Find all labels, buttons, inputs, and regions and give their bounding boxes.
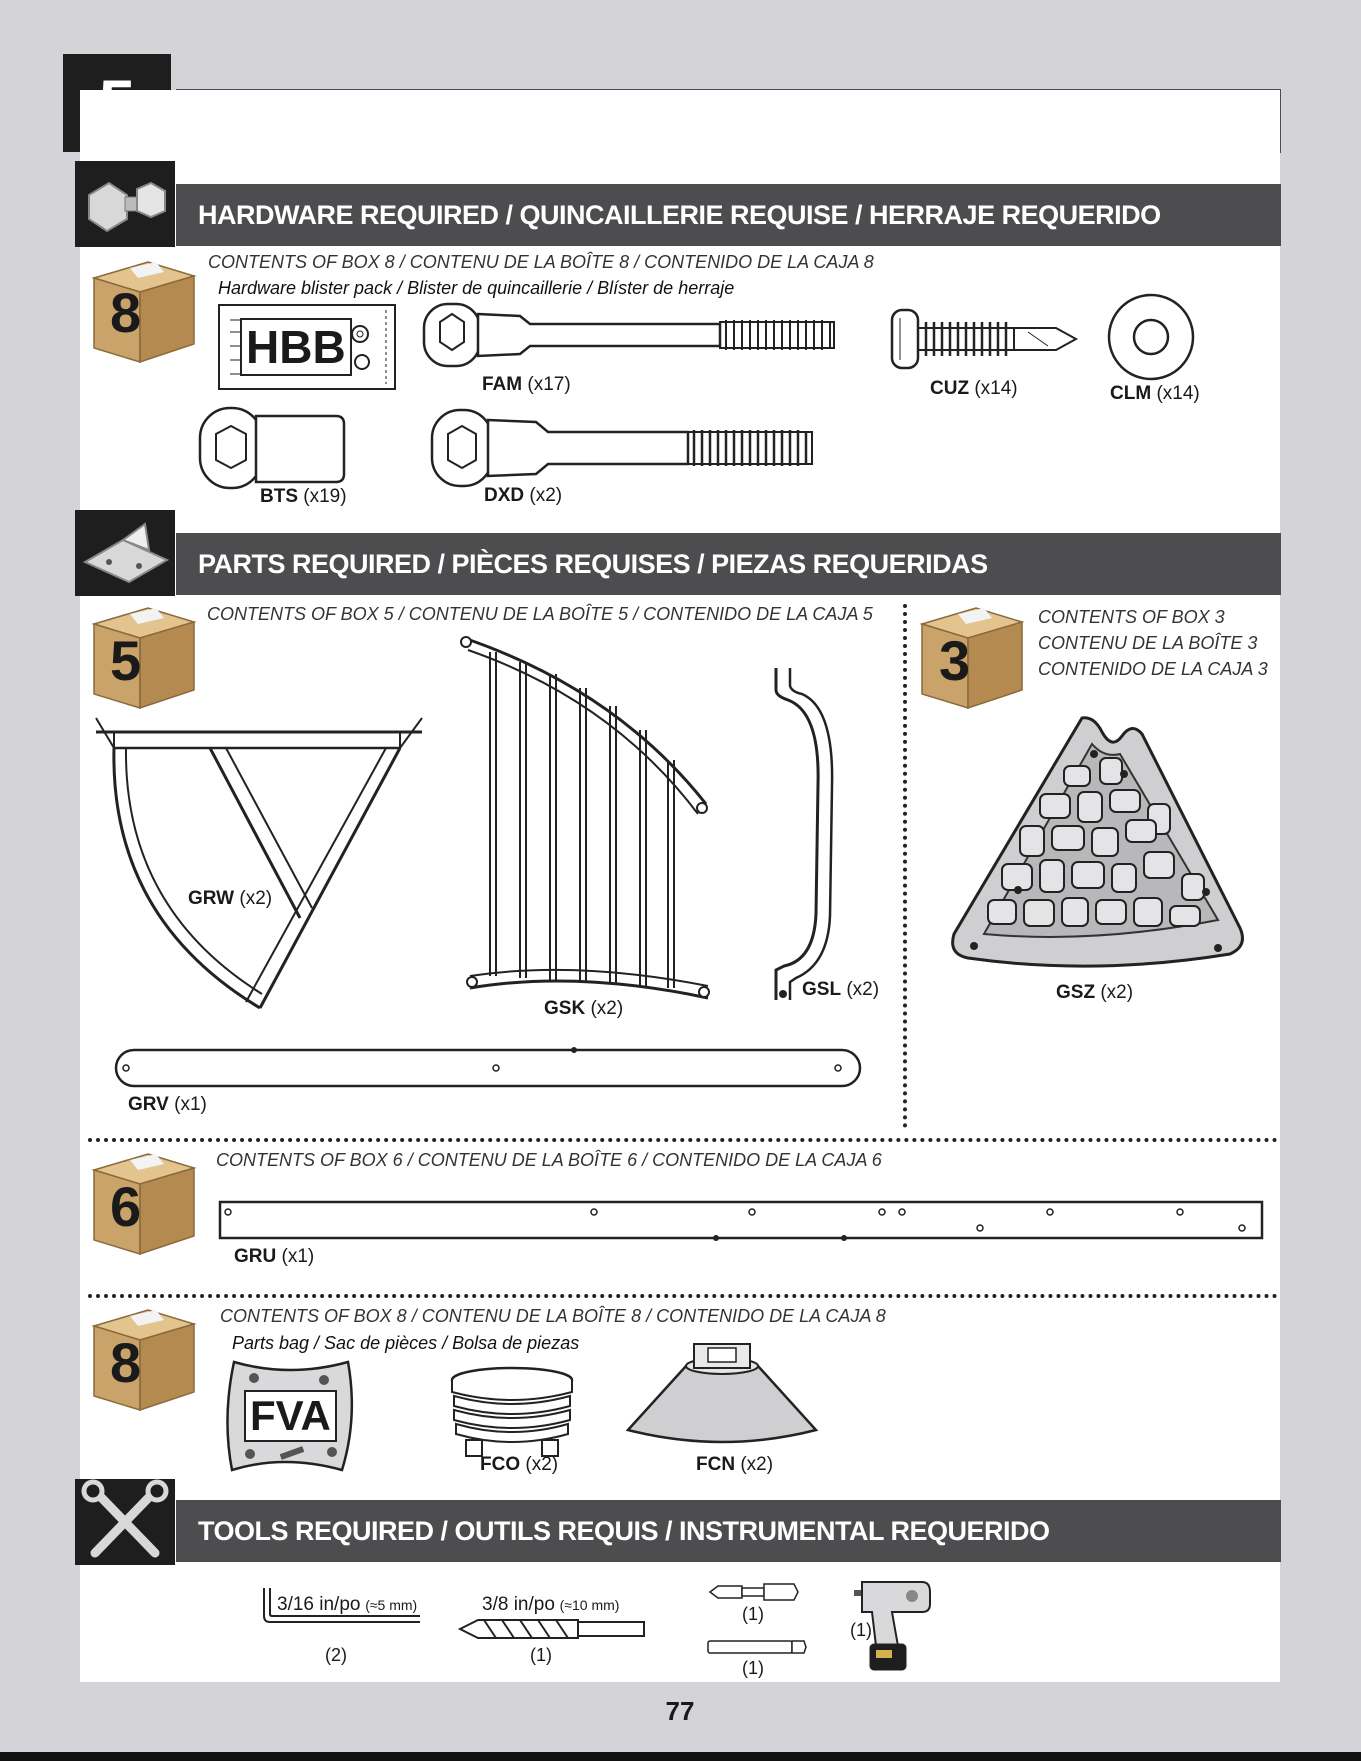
tools-heading: TOOLS REQUIRED / OUTILS REQUIS / INSTRUMENTAL REQUERIDO bbox=[176, 1500, 1281, 1562]
blister-pack-code: HBB bbox=[240, 318, 352, 376]
item-label-clm: CLM (x14) bbox=[1110, 383, 1200, 404]
item-label-dxd: DXD (x2) bbox=[484, 485, 563, 506]
fam-bolt-drawing bbox=[420, 300, 840, 370]
item-label-gru: GRU (x1) bbox=[234, 1246, 315, 1267]
gsl-handle-drawing bbox=[768, 664, 848, 1004]
section-divider bbox=[903, 604, 907, 1128]
tools-wrench-icon bbox=[75, 1479, 175, 1565]
drill-bit-size: 3/8 in/po (≈10 mm) bbox=[482, 1594, 620, 1615]
item-label-fcn: FCN (x2) bbox=[696, 1454, 774, 1475]
extension-qty: (1) bbox=[742, 1658, 764, 1678]
gsk-railing-drawing bbox=[456, 630, 726, 1010]
box-icon bbox=[90, 1150, 198, 1256]
fcn-base-drawing bbox=[624, 1340, 820, 1450]
blister-pack bbox=[218, 304, 396, 390]
item-label-gsl: GSL (x2) bbox=[802, 979, 880, 1000]
drill-bit-drawing bbox=[458, 1618, 648, 1640]
item-label-fco: FCO (x2) bbox=[480, 1454, 559, 1475]
box-number: 3 bbox=[939, 629, 971, 692]
hex-key-qty: (2) bbox=[325, 1645, 347, 1665]
hex-key-size: 3/16 in/po (≈5 mm) bbox=[277, 1594, 418, 1615]
bit-extension-drawing bbox=[706, 1638, 808, 1656]
box-icon bbox=[90, 258, 198, 364]
item-label-fam: FAM (x17) bbox=[482, 374, 571, 395]
box5-contents-caption: CONTENTS OF BOX 5 / CONTENU DE LA BOÎTE 5 / CONTENIDO DE LA CAJA 5 bbox=[207, 604, 873, 624]
cuz-screw-drawing bbox=[888, 304, 1080, 374]
gru-board-drawing bbox=[218, 1198, 1266, 1242]
box8-contents-caption: CONTENTS OF BOX 8 / CONTENU DE LA BOÎTE 8 / CONTENIDO DE LA CAJA 8 bbox=[220, 1306, 886, 1326]
bts-barrel-drawing bbox=[196, 404, 348, 494]
item-label-cuz: CUZ (x14) bbox=[930, 378, 1018, 399]
box-icon bbox=[918, 604, 1026, 710]
clm-washer-drawing bbox=[1106, 292, 1196, 382]
page-number: 77 bbox=[665, 1696, 695, 1726]
item-label-grw: GRW (x2) bbox=[188, 888, 273, 909]
grv-board-drawing bbox=[112, 1044, 864, 1090]
item-label-bts: BTS (x19) bbox=[260, 486, 347, 507]
hardware-bolt-icon bbox=[75, 161, 175, 247]
hardware-pack-label: Hardware blister pack / Blister de quincaillerie / Blíster de herraje bbox=[218, 278, 735, 298]
box6-contents-caption: CONTENTS OF BOX 6 / CONTENU DE LA BOÎTE 6 / CONTENIDO DE LA CAJA 6 bbox=[216, 1150, 882, 1170]
item-label-gsk: GSK (x2) bbox=[544, 998, 624, 1019]
hardware-heading: HARDWARE REQUIRED / QUINCAILLERIE REQUISE / HERRAJE REQUERIDO bbox=[176, 184, 1281, 246]
page-bottom-bar bbox=[0, 1752, 1361, 1761]
driver-bit-drawing bbox=[708, 1582, 800, 1602]
box-number: 6 bbox=[110, 1175, 142, 1238]
box8-bag-label: Parts bag / Sac de pièces / Bolsa de piezas bbox=[232, 1333, 580, 1353]
box3-contents-caption: CONTENTS OF BOX 3 CONTENU DE LA BOÎTE 3 CONTENIDO DE LA CAJA 3 bbox=[1038, 607, 1268, 679]
section-divider bbox=[88, 1294, 1278, 1298]
item-label-grv: GRV (x1) bbox=[128, 1094, 207, 1115]
parts-bag-code: FVA bbox=[244, 1390, 337, 1442]
driver-bit-qty: (1) bbox=[742, 1604, 764, 1624]
parts-bracket-icon bbox=[75, 510, 175, 596]
drill-qty: (1) bbox=[850, 1620, 872, 1640]
drill-bit-qty: (1) bbox=[530, 1645, 552, 1665]
grw-frame-drawing bbox=[90, 718, 430, 1014]
box-icon bbox=[90, 604, 198, 710]
box-number: 5 bbox=[110, 629, 142, 692]
gsz-climbing-wall-drawing bbox=[944, 714, 1250, 970]
box-icon bbox=[90, 1306, 198, 1412]
dxd-bolt-drawing bbox=[428, 406, 818, 490]
parts-heading: PARTS REQUIRED / PIÈCES REQUISES / PIEZAS REQUERIDAS bbox=[176, 533, 1281, 595]
box-number: 8 bbox=[110, 1331, 142, 1394]
fco-cap-drawing bbox=[446, 1364, 578, 1464]
hardware-contents-caption: CONTENTS OF BOX 8 / CONTENU DE LA BOÎTE 8 / CONTENIDO DE LA CAJA 8 bbox=[208, 252, 874, 272]
item-label-gsz: GSZ (x2) bbox=[1056, 982, 1134, 1003]
section-divider bbox=[88, 1138, 1278, 1142]
box-number: 8 bbox=[110, 281, 142, 344]
